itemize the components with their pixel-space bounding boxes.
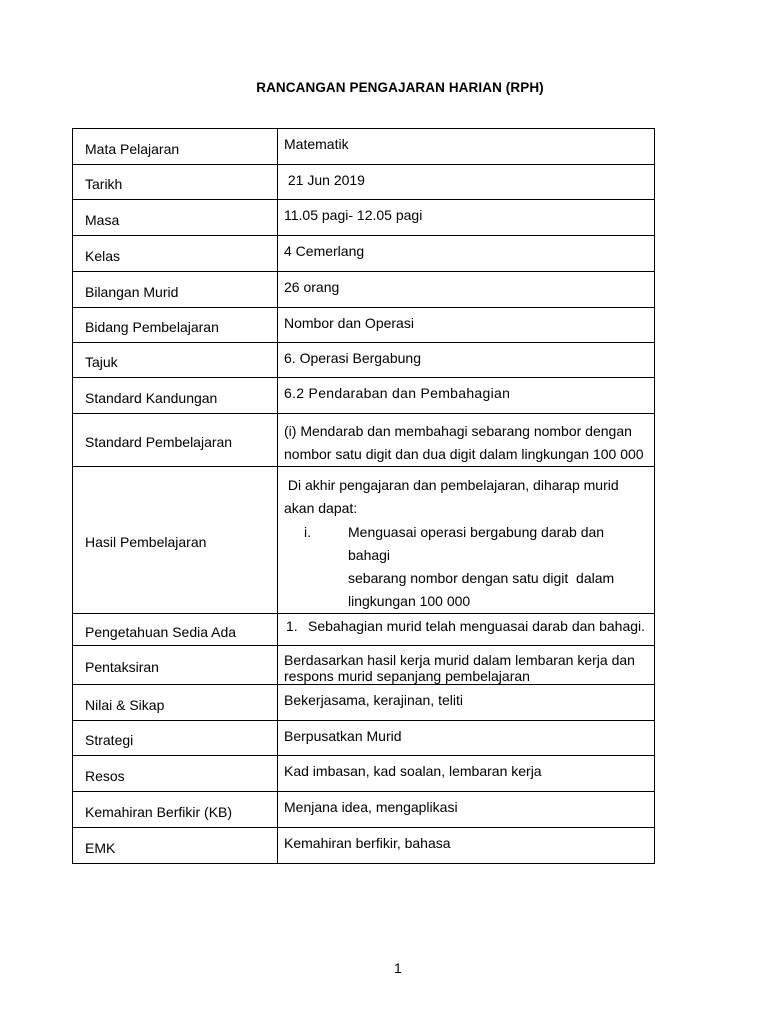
value-bidang: Nombor dan Operasi	[278, 308, 655, 343]
value-kb: Menjana idea, mengaplikasi	[278, 792, 655, 828]
label-mata-pelajaran: Mata Pelajaran	[85, 140, 180, 157]
label-bidang: Bidang Pembelajaran	[85, 319, 219, 335]
pentaksiran-line-2: respons murid sepanjang pembelajaran	[284, 668, 530, 684]
sp-line-1: (i) Mendarab dan membahagi sebarang nombor dengan	[284, 423, 632, 439]
table-row	[73, 756, 655, 792]
rph-table	[72, 128, 655, 864]
label-pentaksiran: Pentaksiran	[85, 659, 159, 675]
label-tajuk: Tajuk	[85, 354, 118, 370]
table-row	[73, 129, 655, 165]
hp-intro-line-2: akan dapat:	[284, 500, 358, 516]
table-row	[73, 378, 655, 414]
value-nilai: Bekerjasama, kerajinan, teliti	[278, 685, 655, 721]
hp-item-line-3: lingkungan 100 000	[348, 593, 471, 609]
label-strategi: Strategi	[85, 732, 134, 748]
value-tajuk: 6. Operasi Bergabung	[278, 343, 655, 378]
table-row	[73, 721, 655, 756]
row-label	[73, 165, 278, 200]
value-standard-pembelajaran	[278, 414, 655, 467]
row-label	[73, 378, 278, 414]
hp-intro-line-1: Di akhir pengajaran dan pembelajaran, diharap murid	[284, 477, 619, 493]
row-label	[73, 646, 278, 685]
page-number: 1	[394, 960, 402, 976]
value-resos: Kad imbasan, kad soalan, lembaran kerja	[278, 756, 655, 792]
row-label	[73, 200, 278, 236]
document-title: RANCANGAN PENGAJARAN HARIAN (RPH)	[256, 80, 544, 95]
value-strategi: Berpusatkan Murid	[278, 721, 655, 756]
pg-list-item	[284, 617, 648, 635]
hp-list-item	[284, 521, 648, 613]
label-resos: Resos	[85, 767, 125, 784]
label-tarikh: Tarikh	[85, 176, 123, 192]
row-label	[73, 685, 278, 721]
label-standard-kandungan: Standard Kandungan	[85, 389, 218, 406]
value-emk: Kemahiran berfikir, bahasa	[278, 828, 655, 864]
label-pengetahuan: Pengetahuan Sedia Ada	[85, 623, 237, 640]
row-label	[73, 129, 278, 165]
hp-item-line-1: Menguasai operasi bergabung darab dan bahagi	[348, 524, 605, 563]
table-row	[73, 236, 655, 272]
table-row	[73, 414, 655, 467]
table-row	[73, 792, 655, 828]
table-row	[73, 272, 655, 308]
value-mata-pelajaran: Matematik	[278, 129, 655, 165]
value-pengetahuan	[278, 614, 655, 646]
table-row	[73, 467, 655, 614]
table-row	[73, 685, 655, 721]
table-row	[73, 828, 655, 864]
pg-item-number: 1.	[286, 618, 298, 634]
sp-line-2: nombor satu digit dan dua digit dalam lingkungan 100 000	[284, 446, 644, 462]
label-kelas: Kelas	[85, 247, 121, 264]
hp-item-text	[330, 521, 648, 613]
label-emk: EMK	[85, 839, 116, 856]
table-row	[73, 200, 655, 236]
row-label	[73, 272, 278, 308]
value-hasil-pembelajaran	[278, 467, 655, 614]
row-label	[73, 721, 278, 756]
value-masa: 11.05 pagi- 12.05 pagi	[278, 200, 655, 236]
label-nilai: Nilai & Sikap	[85, 696, 165, 713]
row-label	[73, 792, 278, 828]
row-label	[73, 308, 278, 343]
table-row	[73, 646, 655, 685]
value-tarikh: 21 Jun 2019	[278, 165, 655, 200]
row-label	[73, 236, 278, 272]
label-standard-pembelajaran: Standard Pembelajaran	[85, 434, 233, 450]
label-bilangan-murid: Bilangan Murid	[85, 283, 179, 300]
row-label	[73, 343, 278, 378]
label-masa: Masa	[85, 211, 120, 228]
pentaksiran-line-1: Berdasarkan hasil kerja murid dalam lembaran kerja dan	[284, 652, 635, 668]
row-label	[73, 467, 278, 614]
table-row	[73, 308, 655, 343]
value-bilangan-murid: 26 orang	[278, 272, 655, 308]
row-label	[73, 614, 278, 646]
row-label	[73, 828, 278, 864]
hp-intro	[284, 473, 648, 520]
label-kb: Kemahiran Berfikir (KB)	[85, 803, 233, 820]
value-kelas: 4 Cemerlang	[278, 236, 655, 272]
hp-item-line-2: sebarang nombor dengan satu digit dalam	[348, 570, 615, 586]
hp-item-number: i.	[304, 524, 311, 540]
row-label	[73, 756, 278, 792]
row-label	[73, 414, 278, 467]
table-row	[73, 165, 655, 200]
table-row	[73, 343, 655, 378]
pg-item-text: Sebahagian murid telah menguasai darab dan bahagi.	[308, 618, 646, 634]
value-pentaksiran	[278, 646, 655, 685]
value-standard-kandungan: 6.2 Pendaraban dan Pembahagian	[278, 378, 655, 414]
label-hasil-pembelajaran: Hasil Pembelajaran	[85, 534, 207, 550]
table-row	[73, 614, 655, 646]
